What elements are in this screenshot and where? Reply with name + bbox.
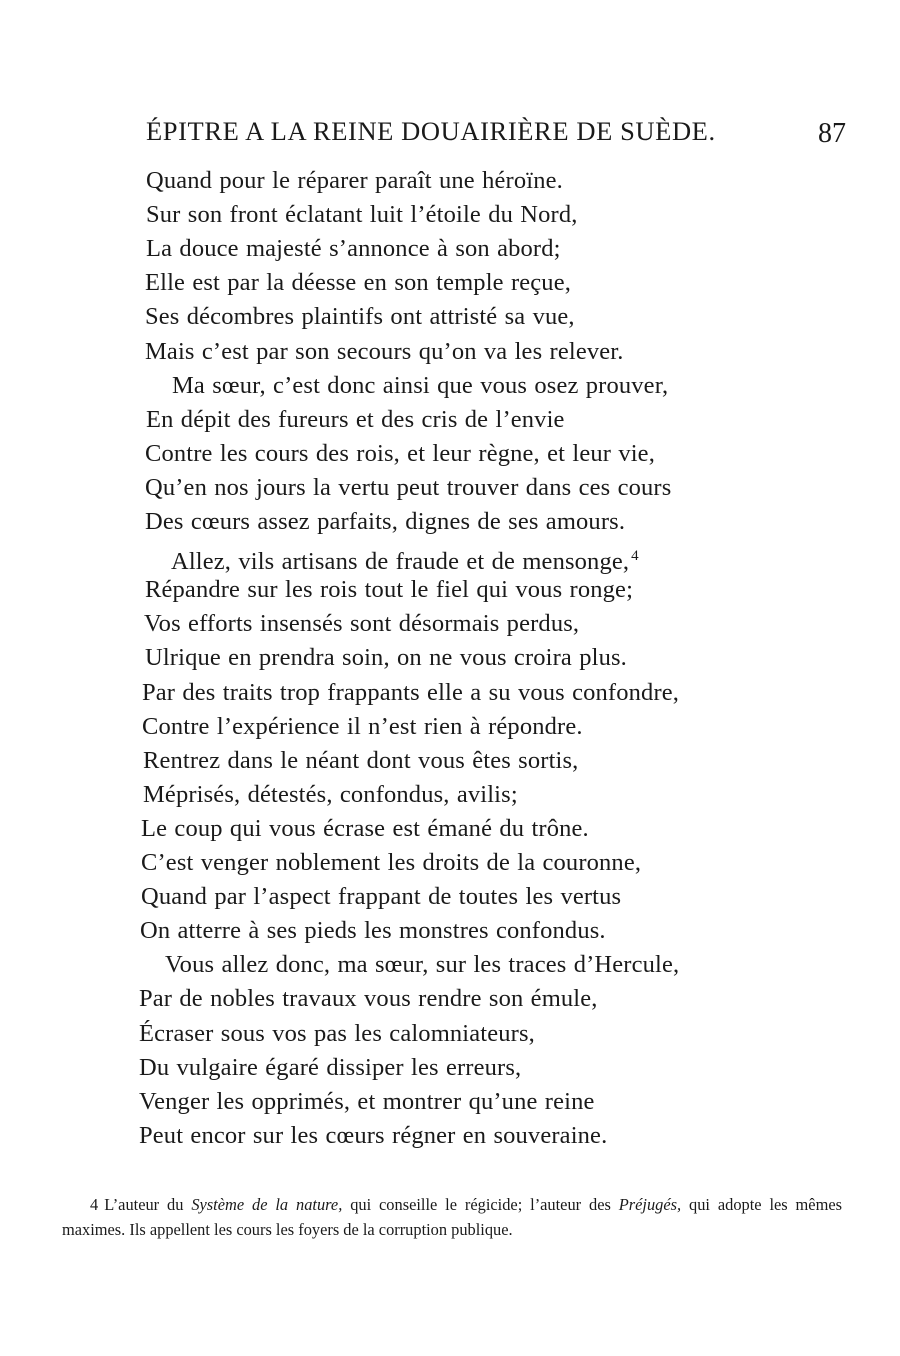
- verse-text: Écraser sous vos pas les calomniateurs,: [139, 1020, 535, 1047]
- verse-text: Par des traits trop frappants elle a su vous confondre,: [142, 679, 680, 706]
- verse-text: Elle est par la déesse en son temple reçue,: [145, 269, 572, 296]
- verse-text: Ma sœur, c’est donc ainsi que vous osez prouver,: [172, 372, 669, 399]
- verse-text: Vous allez donc, ma sœur, sur les traces d’Hercule,: [165, 951, 680, 978]
- verse-text: Le coup qui vous écrase est émané du trône.: [141, 815, 589, 842]
- verse-line: [139, 1119, 607, 1153]
- verse-text: Contre l’expérience il n’est rien à répondre.: [142, 713, 583, 740]
- verse-text: Ses décombres plaintifs ont attristé sa vue,: [145, 303, 575, 330]
- verse-line: [141, 846, 641, 880]
- verse-line: [145, 266, 571, 300]
- running-head: [0, 116, 900, 156]
- verse-text: La douce majesté s’annonce à son abord;: [146, 235, 561, 262]
- verse-line: [143, 778, 518, 812]
- verse-line: [144, 607, 579, 641]
- footnote-mark: 4: [90, 1195, 99, 1214]
- verse-line: [139, 982, 598, 1016]
- verse-text: C’est venger noblement les droits de la couronne,: [141, 849, 642, 876]
- page-number: 87: [818, 118, 846, 149]
- verse-line: [140, 914, 606, 948]
- verse-line: [145, 437, 655, 471]
- verse-line: [146, 164, 563, 198]
- verse-text: En dépit des fureurs et des cris de l’envie: [146, 406, 565, 433]
- verse-line: [145, 641, 627, 675]
- verse-text: Méprisés, détestés, confondus, avilis;: [143, 781, 518, 808]
- verse-text: Venger les opprimés, et montrer qu’une reine: [139, 1088, 595, 1115]
- verse-line: [139, 1017, 535, 1051]
- verse-line: [142, 710, 583, 744]
- footnote-text: qui adopte les mêmes maximes. Ils appellent les cours les foyers de la corruption publique.: [62, 1195, 842, 1239]
- verse-line: [145, 300, 575, 334]
- verse-line: [141, 812, 589, 846]
- footnote: [62, 1192, 842, 1242]
- verse-text: Contre les cours des rois, et leur règne, et leur vie,: [145, 440, 655, 467]
- verse-text: Rentrez dans le néant dont vous êtes sortis,: [143, 747, 579, 774]
- verse-line: [146, 198, 578, 232]
- verse-text: Peut encor sur les cœurs régner en souveraine.: [139, 1122, 608, 1149]
- verse-line: [139, 1085, 595, 1119]
- verse-line: [165, 948, 679, 982]
- verse-text: Des cœurs assez parfaits, dignes de ses amours.: [145, 508, 626, 535]
- verse-text: Par de nobles travaux vous rendre son émule,: [139, 985, 598, 1012]
- verse-text: Du vulgaire égaré dissiper les erreurs,: [139, 1054, 522, 1081]
- footnote-text: L’auteur du: [104, 1195, 192, 1214]
- verse-line: [171, 539, 639, 573]
- verse-line: [146, 232, 561, 266]
- verse-text: Répandre sur les rois tout le fiel qui vous ronge;: [145, 576, 634, 603]
- verse-text: Sur son front éclatant luit l’étoile du Nord,: [146, 201, 578, 228]
- verse-text: Mais c’est par son secours qu’on va les relever.: [145, 338, 624, 365]
- verse-line: [145, 335, 624, 369]
- verse-text: Qu’en nos jours la vertu peut trouver dans ces cours: [145, 474, 672, 501]
- verse-text: Quand par l’aspect frappant de toutes les vertus: [141, 883, 622, 910]
- footnote-book-title: Système de la nature,: [191, 1195, 343, 1214]
- verse-line: [143, 744, 578, 778]
- verse-line: [141, 880, 621, 914]
- footnote-reference: 4: [631, 548, 639, 564]
- verse-line: [145, 573, 633, 607]
- verse-text: Quand pour le réparer paraît une héroïne.: [146, 167, 563, 194]
- verse-text: On atterre à ses pieds les monstres confondus.: [140, 917, 606, 944]
- verse-line: [145, 505, 625, 539]
- verse-line: [145, 471, 671, 505]
- verse-line: [142, 676, 679, 710]
- verse-text: Allez, vils artisans de fraude et de mensonge,: [171, 548, 630, 575]
- footnote-book-title: Préjugés,: [618, 1195, 682, 1214]
- verse-text: Vos efforts insensés sont désormais perdus,: [144, 610, 580, 637]
- verse-line: [139, 1051, 521, 1085]
- footnote-text: qui conseille le régicide; l’auteur des: [342, 1195, 619, 1214]
- verse-line: [172, 369, 668, 403]
- verse-text: Ulrique en prendra soin, on ne vous croira plus.: [145, 644, 627, 671]
- running-head-title: ÉPITRE A LA REINE DOUAIRIÈRE DE SUÈDE.: [146, 116, 716, 146]
- verse-line: [146, 403, 565, 437]
